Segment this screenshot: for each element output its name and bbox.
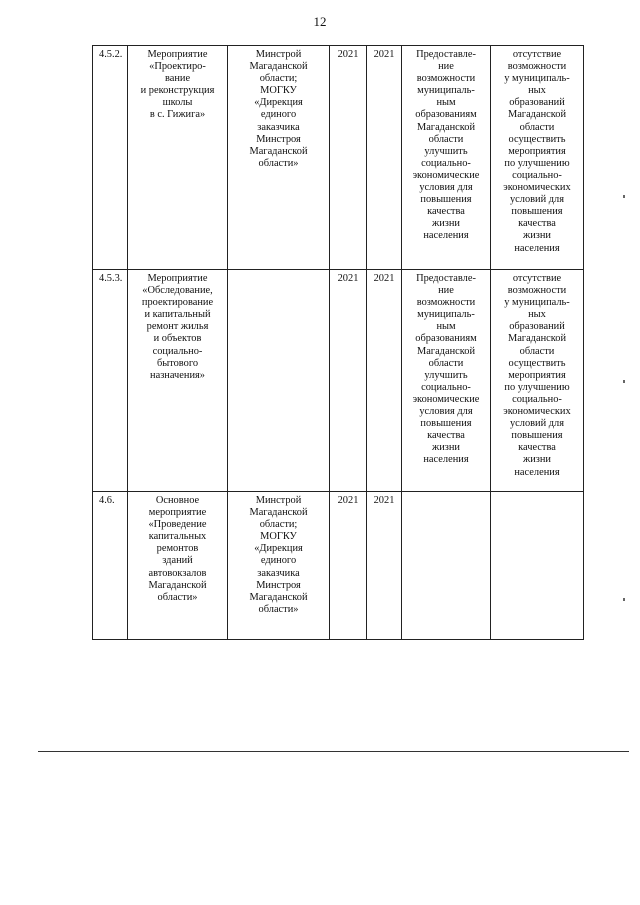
consequence-cell-line: у муниципаль- xyxy=(504,73,570,85)
expected-result-cell xyxy=(402,270,491,492)
consequence-cell-line: у муниципаль- xyxy=(504,297,570,309)
expected-result-cell-line: жизни xyxy=(432,218,460,230)
expected-result-cell-line: возможности xyxy=(416,73,476,85)
measure-name-cell-line: вание xyxy=(164,73,191,85)
expected-result-cell-line: повышения xyxy=(420,418,472,430)
measure-name-cell-line: капитальных xyxy=(148,531,207,543)
executor-cell-line: Минстроя xyxy=(256,133,301,145)
expected-result-cell-line: повышения xyxy=(420,194,472,206)
consequence-cell-line: осуществить xyxy=(508,357,566,369)
expected-result-cell-line: экономические xyxy=(412,393,480,405)
executor-cell xyxy=(228,270,330,492)
consequence-cell xyxy=(491,46,584,270)
measure-name-cell-line: области» xyxy=(157,591,198,603)
consequence-cell-line: жизни xyxy=(523,230,551,242)
executor-cell-line: «Дирекция xyxy=(254,97,303,109)
page-number: 12 xyxy=(313,14,327,29)
executor-cell-line: области» xyxy=(258,603,299,615)
expected-result-cell-line: возможности xyxy=(416,297,476,309)
executor-cell-line: Минстрой xyxy=(255,495,302,506)
measure-name-cell-line: «Обследование, xyxy=(142,285,213,297)
consequence-cell-line: жизни xyxy=(523,454,551,466)
expected-result-cell-line: социально- xyxy=(421,157,471,169)
scan-mark xyxy=(623,598,625,601)
consequence-cell-line: экономических xyxy=(503,406,571,418)
expected-result-cell-line: Магаданской xyxy=(416,345,476,357)
executor-cell-line: Магаданской xyxy=(249,591,308,603)
measure-name-cell-line: и реконструкция xyxy=(140,85,215,97)
expected-result-cell-line: муниципаль- xyxy=(417,309,475,321)
expected-result-cell-line: образованиям xyxy=(415,109,477,121)
expected-result-cell-line: населения xyxy=(423,230,469,242)
expected-result-cell-line: социально- xyxy=(421,381,471,393)
executor-cell-line: «Дирекция xyxy=(254,543,303,555)
measure-name-cell-line: зданий xyxy=(162,555,193,567)
start-year-cell: 2021 xyxy=(330,270,367,492)
executor-cell-line: МОГКУ xyxy=(260,531,297,543)
executor-cell-line: области» xyxy=(258,157,299,169)
measure-name-cell-line: и объектов xyxy=(153,333,202,345)
consequence-cell-line: социально- xyxy=(512,169,562,181)
consequence-cell-line: ных xyxy=(528,85,546,97)
executor-cell-line: Магаданской xyxy=(249,145,308,157)
consequence-cell-line: отсутствие xyxy=(512,273,562,284)
measure-name-cell-line: проектирование xyxy=(141,297,214,309)
consequence-cell-line: осуществить xyxy=(508,133,566,145)
expected-result-cell-line: улучшить xyxy=(424,145,468,157)
consequence-cell-line: качества xyxy=(518,218,556,230)
measure-name-cell xyxy=(128,270,228,492)
consequence-cell-line: условий для xyxy=(509,194,565,206)
executor-cell-line: области; xyxy=(259,519,298,531)
expected-result-cell-line: муниципаль- xyxy=(417,85,475,97)
expected-result-cell-line: качества xyxy=(427,430,465,442)
consequence-cell-line: повышения xyxy=(511,206,563,218)
measure-name-cell-line: Мероприятие xyxy=(147,49,208,60)
executor-cell-line: заказчика xyxy=(257,567,300,579)
expected-result-cell-line: области xyxy=(428,357,464,369)
item-number-cell: 4.5.2. xyxy=(93,46,128,270)
expected-result-cell-line: области xyxy=(428,133,464,145)
measure-name-cell-line: Магаданской xyxy=(148,579,207,591)
measure-name-cell-line: и капитальный xyxy=(144,309,211,321)
end-year-cell: 2021 xyxy=(367,46,402,270)
executor-cell-line: Магаданской xyxy=(249,507,308,519)
consequence-cell-line: экономических xyxy=(503,182,571,194)
item-number-cell: 4.6. xyxy=(93,492,128,640)
expected-result-cell-line: населения xyxy=(423,454,469,466)
consequence-cell-line: мероприятия xyxy=(508,369,566,381)
measure-name-cell-line: Основное xyxy=(155,495,200,506)
start-year-cell: 2021 xyxy=(330,492,367,640)
measure-name-cell xyxy=(128,46,228,270)
executor-cell-line: Минстрой xyxy=(255,49,302,60)
expected-result-cell-line: ние xyxy=(438,285,454,297)
consequence-cell-line: повышения xyxy=(511,430,563,442)
executor-cell-line: заказчика xyxy=(257,121,300,133)
consequence-cell-line: области xyxy=(519,345,555,357)
expected-result-cell-line: Предоставле- xyxy=(416,273,476,284)
table-row xyxy=(93,46,584,270)
page-separator-line xyxy=(38,751,629,752)
consequence-cell-line: по улучшению xyxy=(504,157,570,169)
expected-result-cell-line: условия для xyxy=(419,406,473,418)
consequence-cell-line: ных xyxy=(528,309,546,321)
consequence-cell-line: качества xyxy=(518,442,556,454)
expected-result-cell-line: Предоставле- xyxy=(416,49,476,60)
executor-cell-line: единого xyxy=(260,555,297,567)
measure-name-cell-line: в с. Гижига» xyxy=(149,109,206,121)
executor-cell xyxy=(228,46,330,270)
scan-mark xyxy=(623,380,625,383)
consequence-cell-line: условий для xyxy=(509,418,565,430)
measure-name-cell-line: ремонтов xyxy=(156,543,199,555)
executor-cell-line: МОГКУ xyxy=(260,85,297,97)
expected-result-cell-line: жизни xyxy=(432,442,460,454)
program-measures-table xyxy=(92,45,584,640)
measure-name-cell-line: назначения» xyxy=(150,369,205,381)
consequence-cell-line: возможности xyxy=(507,61,567,73)
consequence-cell-line: отсутствие xyxy=(512,49,562,60)
consequence-cell-line: образований xyxy=(509,321,565,333)
expected-result-cell-line: экономические xyxy=(412,169,480,181)
consequence-cell-line: Магаданской xyxy=(507,109,567,121)
measure-name-cell-line: школы xyxy=(162,97,193,109)
expected-result-cell-line: Магаданской xyxy=(416,121,476,133)
measure-name-cell-line: автовокзалов xyxy=(148,567,207,579)
measure-name-cell-line: Мероприятие xyxy=(147,273,208,284)
end-year-cell: 2021 xyxy=(367,270,402,492)
start-year-cell: 2021 xyxy=(330,46,367,270)
consequence-cell-line: населения xyxy=(514,242,560,254)
expected-result-cell-line: качества xyxy=(427,206,465,218)
expected-result-cell-line: улучшить xyxy=(424,369,468,381)
executor-cell-line: Магаданской xyxy=(249,61,308,73)
executor-cell-line: единого xyxy=(260,109,297,121)
expected-result-cell-line: ным xyxy=(436,321,456,333)
consequence-cell-line: мероприятия xyxy=(508,145,566,157)
end-year-cell: 2021 xyxy=(367,492,402,640)
expected-result-cell xyxy=(402,492,491,640)
consequence-cell-line: возможности xyxy=(507,285,567,297)
executor-cell-line: области; xyxy=(259,73,298,85)
expected-result-cell-line: образованиям xyxy=(415,333,477,345)
table-row xyxy=(93,492,584,640)
expected-result-cell-line: ным xyxy=(436,97,456,109)
table-row xyxy=(93,270,584,492)
measure-name-cell-line: мероприятие xyxy=(148,507,207,519)
measure-name-cell xyxy=(128,492,228,640)
consequence-cell-line: по улучшению xyxy=(504,381,570,393)
consequence-cell-line: образований xyxy=(509,97,565,109)
scan-mark xyxy=(623,195,625,198)
measure-name-cell-line: «Проектиро- xyxy=(149,61,206,73)
measure-name-cell-line: ремонт жилья xyxy=(146,321,209,333)
consequence-cell-line: Магаданской xyxy=(507,333,567,345)
consequence-cell-line: населения xyxy=(514,466,560,478)
executor-cell xyxy=(228,492,330,640)
measure-name-cell-line: социально- xyxy=(152,345,203,357)
consequence-cell xyxy=(491,270,584,492)
consequence-cell xyxy=(491,492,584,640)
expected-result-cell-line: условия для xyxy=(419,182,473,194)
consequence-cell-line: социально- xyxy=(512,393,562,405)
expected-result-cell xyxy=(402,46,491,270)
executor-cell-line: Минстроя xyxy=(256,579,301,591)
measure-name-cell-line: бытового xyxy=(156,357,199,369)
item-number-cell: 4.5.3. xyxy=(93,270,128,492)
expected-result-cell-line: ние xyxy=(438,61,454,73)
consequence-cell-line: области xyxy=(519,121,555,133)
measure-name-cell-line: «Проведение xyxy=(148,519,207,531)
